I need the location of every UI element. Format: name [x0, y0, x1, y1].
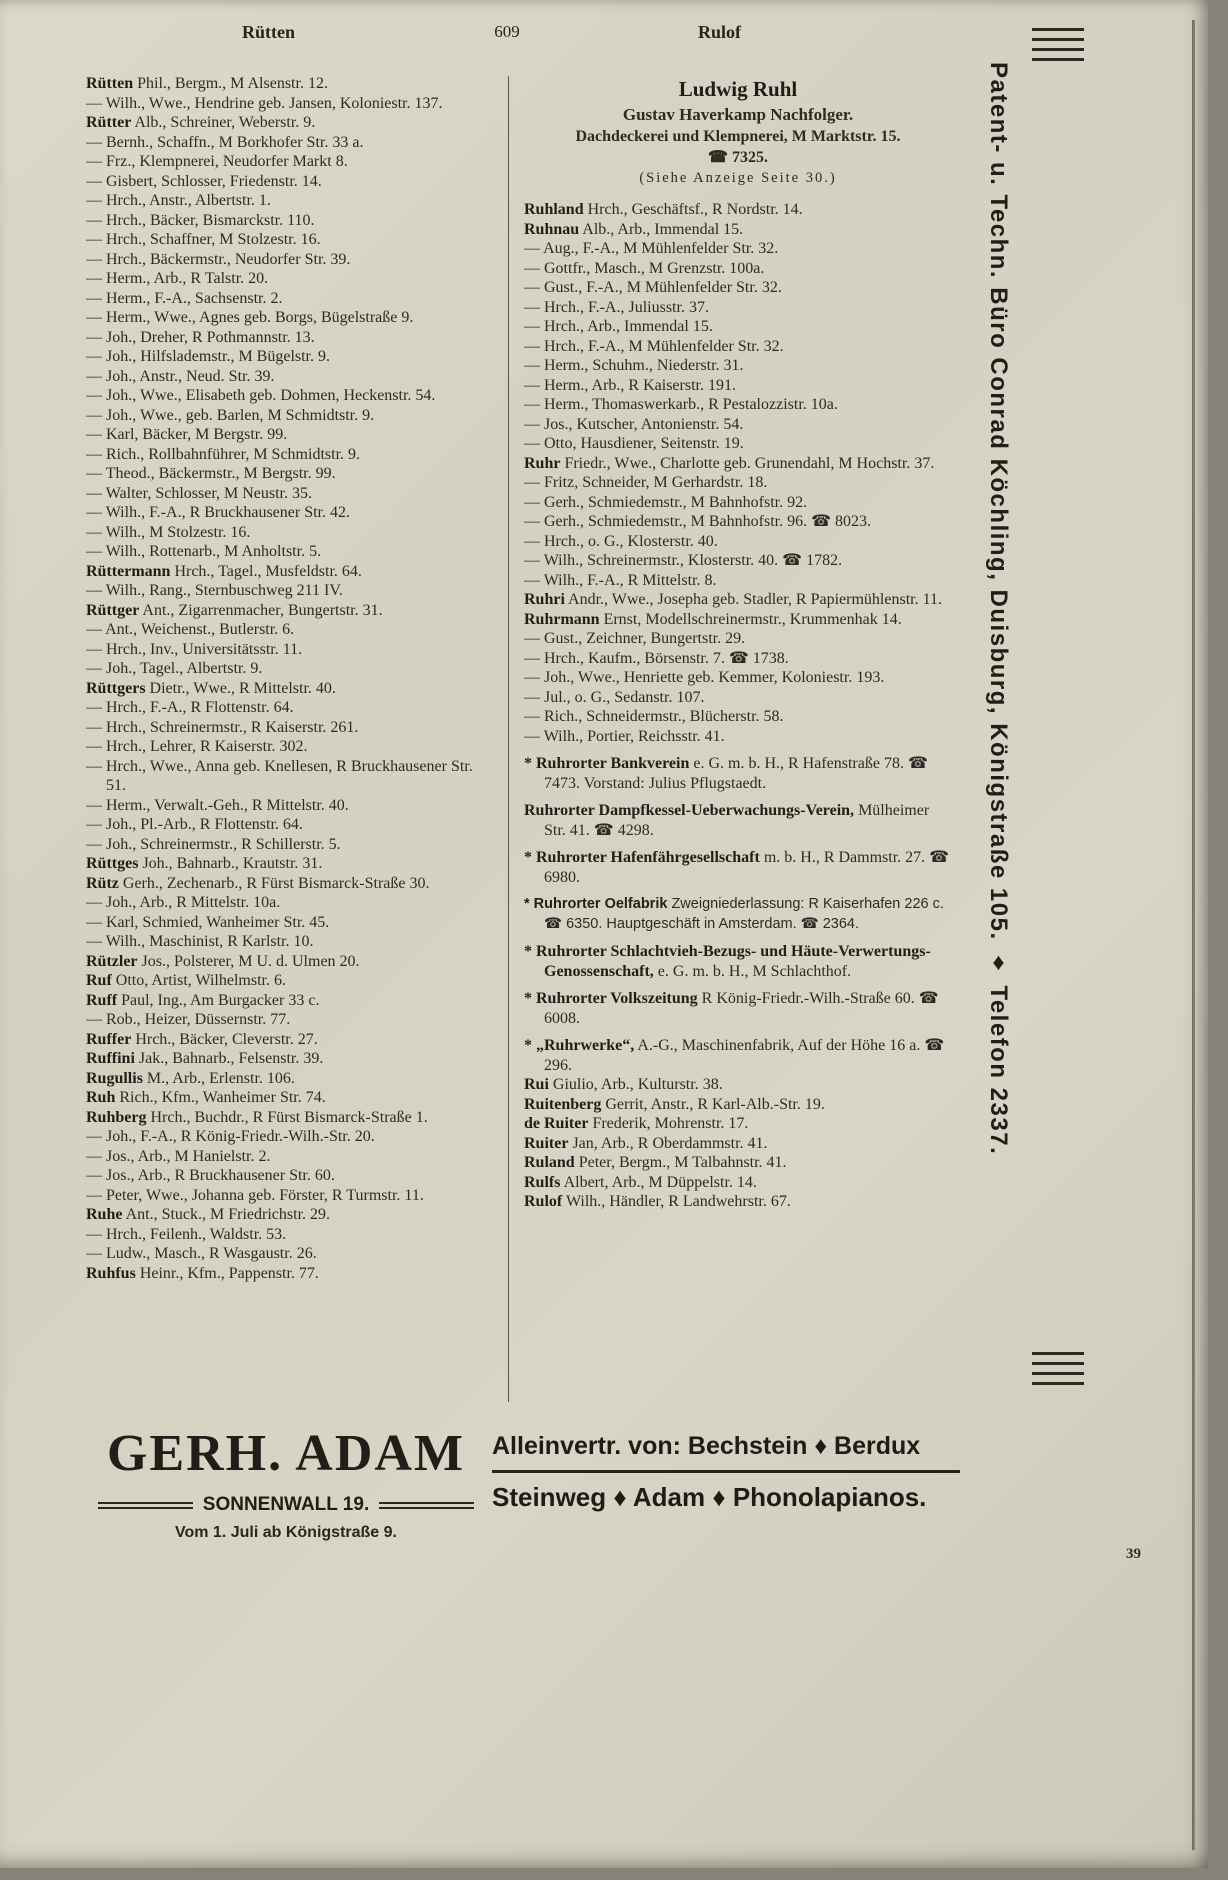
entry-surname: Rui [524, 1076, 549, 1093]
directory-entry [524, 610, 952, 630]
directory-entry [86, 737, 492, 757]
entry-details: Jan, Arb., R Oberdammstr. 41. [568, 1134, 768, 1152]
entry-details: — Hrch., F.-A., Juliusstr. 37. [524, 298, 709, 316]
entry-surname: Ruhri [524, 591, 565, 608]
directory-entry [524, 434, 952, 454]
entry-details: Jos., Polsterer, M U. d. Ulmen 20. [137, 952, 360, 970]
directory-entry [524, 551, 952, 571]
directory-entry [524, 1075, 952, 1095]
entry-surname: Ruhland [524, 201, 584, 218]
entry-details: — Hrch., Inv., Universitätsstr. 11. [86, 640, 303, 658]
entry-details: — Jul., o. G., Sedanstr. 107. [524, 688, 705, 706]
directory-entry [86, 854, 492, 874]
directory-entry [86, 1069, 492, 1089]
entry-surname: Rüttger [86, 601, 140, 619]
featured-name: Ludwig Ruhl [678, 77, 798, 101]
directory-entry [86, 94, 492, 114]
entry-details: — Joh., Schreinermstr., R Schillerstr. 5. [86, 835, 341, 853]
directory-entry [86, 542, 492, 562]
directory-entry [86, 406, 492, 426]
directory-entry [524, 754, 952, 793]
entry-surname: * Ruhrorter Schlachtvieh-Bezugs- und Häute-Verwertungs-Genossenschaft, [524, 943, 931, 980]
entry-details: — Joh., Dreher, R Pothmannstr. 13. [86, 328, 315, 346]
entry-details: Andr., Wwe., Josepha geb. Stadler, R Papiermühlenstr. 11. [564, 591, 942, 608]
featured-listing-ruhl [524, 76, 952, 188]
directory-entry [86, 289, 492, 309]
entry-details: — Herm., Wwe., Agnes geb. Borgs, Bügelstraße 9. [86, 309, 414, 326]
entry-details: Jak., Bahnarb., Felsenstr. 39. [134, 1050, 324, 1067]
entry-details: Hrch., Buchdr., R Fürst Bismarck-Straße 1. [146, 1108, 428, 1126]
entry-details: — Wilh., Rottenarb., M Anholtstr. 5. [86, 543, 322, 560]
directory-entry [524, 356, 952, 376]
directory-entry [524, 278, 952, 298]
entry-details: — Walter, Schlosser, M Neustr. 35. [86, 484, 312, 502]
directory-entry [524, 801, 952, 840]
directory-entry [524, 200, 952, 220]
page-number: 609 [494, 22, 520, 41]
directory-entry [524, 1173, 952, 1193]
footer-ad-dealer-line1: Alleinvertr. von: Bechstein ♦ Berdux [492, 1432, 921, 1460]
featured-successor: Gustav Haverkamp Nachfolger. [622, 105, 854, 124]
entry-details: — Gerh., Schmiedemstr., M Bahnhofstr. 92. [524, 493, 808, 511]
directory-entry [86, 620, 492, 640]
footer-ad-company: GERH. ADAM [107, 1425, 465, 1482]
entry-surname: Rütz [86, 874, 119, 892]
entry-details: — Joh., Hilfslademstr., M Bügelstr. 9. [86, 348, 330, 365]
entry-surname: Ruhrmann [524, 610, 600, 628]
entry-surname: * „Ruhrwerke“, [524, 1037, 635, 1054]
entry-details: Gerh., Zechenarb., R Fürst Bismarck-Straße 30. [118, 874, 430, 892]
directory-entry [524, 317, 952, 337]
entry-details: — Joh., Anstr., Neud. Str. 39. [86, 367, 275, 385]
directory-entry [524, 688, 952, 708]
margin-ad-top-rule [1032, 28, 1084, 62]
directory-entry [524, 473, 952, 493]
entry-details: m. b. H., R Dammstr. 27. ☎ 6980. [544, 849, 950, 886]
double-rule-right [379, 1502, 474, 1509]
entry-details: Peter, Bergm., M Talbahnstr. 41. [574, 1154, 787, 1171]
entry-details: — Jos., Kutscher, Antonienstr. 54. [524, 415, 744, 433]
entry-details: Heinr., Kfm., Pappenstr. 77. [135, 1264, 319, 1282]
entry-details: Rich., Kfm., Wanheimer Str. 74. [115, 1089, 326, 1106]
entry-surname: Rütten [86, 75, 134, 92]
directory-entry [524, 1134, 952, 1154]
entry-details: — Wilh., Rang., Sternbuschweg 211 IV. [86, 582, 343, 599]
entry-details: Hrch., Bäcker, Cleverstr. 27. [131, 1030, 318, 1048]
entry-details: Wilh., Händler, R Landwehrstr. 67. [562, 1193, 791, 1210]
directory-entry [86, 308, 492, 328]
directory-entry [86, 211, 492, 231]
entry-surname: Ruhrorter Dampfkessel-Ueberwachungs-Verein, [524, 802, 855, 819]
entry-details: — Hrch., F.-A., M Mühlenfelder Str. 32. [524, 337, 784, 355]
margin-ad-vertical-text: Patent- u. Techn. Büro Conrad Köchling, Duisburg, Königstraße 105. ♦ Telefon 2337. [985, 62, 1012, 1156]
entry-details: — Joh., Wwe., Elisabeth geb. Dohmen, Heckenstr. 54. [86, 387, 436, 404]
entry-surname: Ruhfus [86, 1264, 136, 1282]
directory-entry [524, 848, 952, 887]
directory-entry [86, 562, 492, 582]
entry-details: Otto, Artist, Wilhelmstr. 6. [111, 972, 286, 989]
directory-entry [86, 445, 492, 465]
entry-details: — Hrch., o. G., Klosterstr. 40. [524, 532, 718, 550]
entry-details: — Joh., Pl.-Arb., R Flottenstr. 64. [86, 816, 303, 833]
entry-details: — Hrch., Anstr., Albertstr. 1. [86, 192, 271, 209]
column-divider-rule [508, 76, 509, 1402]
entry-details: — Rich., Schneidermstr., Blücherstr. 58. [524, 708, 784, 725]
directory-entry [86, 250, 492, 270]
directory-column-left [86, 74, 492, 1410]
entry-details: Hrch., Geschäftsf., R Nordstr. 14. [583, 201, 803, 218]
directory-entry [86, 659, 492, 679]
entry-surname: Rüttermann [86, 562, 171, 580]
directory-entry [524, 454, 952, 474]
entry-details: — Otto, Hausdiener, Seitenstr. 19. [524, 435, 744, 452]
entry-details: Dietr., Wwe., R Mittelstr. 40. [145, 679, 336, 697]
entry-details: — Gust., F.-A., M Mühlenfelder Str. 32. [524, 279, 782, 296]
entry-details: — Jos., Arb., M Hanielstr. 2. [86, 1147, 271, 1165]
directory-entry [86, 1147, 492, 1167]
directory-entry [86, 1166, 492, 1186]
directory-entry [86, 893, 492, 913]
entry-details: Phil., Bergm., M Alsenstr. 12. [133, 75, 328, 92]
entry-details: e. G. m. b. H., R Hafenstraße 78. ☎ 7473. Vorstand: Julius Pflugstaedt. [544, 755, 928, 792]
directory-entry [524, 493, 952, 513]
entry-details: Paul, Ing., Am Burgacker 33 c. [117, 991, 320, 1009]
directory-entry [86, 74, 492, 94]
entry-surname: * Ruhrorter Bankverein [524, 755, 690, 772]
entry-details: — Wilh., M Stolzestr. 16. [86, 523, 251, 541]
directory-entry [86, 523, 492, 543]
directory-entry [86, 581, 492, 601]
directory-entry [524, 1114, 952, 1134]
directory-entry [524, 668, 952, 688]
directory-entry [524, 1192, 952, 1212]
directory-entry [86, 269, 492, 289]
directory-entry [86, 1088, 492, 1108]
directory-entry [86, 1264, 492, 1284]
entry-details: — Karl, Schmied, Wanheimer Str. 45. [86, 913, 330, 931]
margin-ad-bottom-rule [1032, 1352, 1084, 1386]
directory-entry [524, 1095, 952, 1115]
entry-details: — Hrch., Bäcker, Bismarckstr. 110. [86, 211, 315, 229]
entry-details: — Peter, Wwe., Johanna geb. Förster, R Turmstr. 11. [86, 1186, 424, 1204]
directory-entry [86, 971, 492, 991]
directory-entry [86, 1049, 492, 1069]
entry-details: — Hrch., Schreinermstr., R Kaiserstr. 261. [86, 718, 359, 736]
entry-details: Ant., Stuck., M Friedrichstr. 29. [122, 1206, 331, 1223]
entry-details: — Wilh., Portier, Reichsstr. 41. [524, 727, 725, 745]
directory-entry [86, 815, 492, 835]
entry-details: — Gisbert, Schlosser, Friedenstr. 14. [86, 172, 322, 190]
directory-entry [524, 571, 952, 591]
printers-signature: 39 [1126, 1546, 1141, 1562]
entry-surname: * Ruhrorter Oelfabrik [524, 896, 668, 912]
directory-entry [524, 298, 952, 318]
entry-details: — Hrch., Bäckermstr., Neudorfer Str. 39. [86, 250, 351, 268]
directory-entry [524, 727, 952, 747]
page-edge-binding [1192, 20, 1195, 1850]
entry-details: — Hrch., Lehrer, R Kaiserstr. 302. [86, 738, 308, 755]
entry-surname: Rugullis [86, 1069, 143, 1087]
entry-details: e. G. m. b. H., M Schlachthof. [653, 962, 852, 980]
directory-column-right [524, 74, 952, 1410]
entry-details: — Jos., Arb., R Bruckhausener Str. 60. [86, 1167, 335, 1184]
directory-entry [86, 1010, 492, 1030]
directory-entry [86, 913, 492, 933]
entry-details: Joh., Bahnarb., Krautstr. 31. [138, 855, 323, 872]
entry-surname: Rüttgers [86, 679, 146, 697]
entry-details: — Joh., Wwe., Henriette geb. Kemmer, Koloniestr. 193. [524, 669, 885, 686]
directory-entry [86, 601, 492, 621]
directory-entry [86, 386, 492, 406]
directory-entry [86, 113, 492, 133]
entry-details: — Herm., Thomaswerkarb., R Pestalozzistr. 10a. [524, 396, 838, 413]
directory-entry [524, 337, 952, 357]
entry-surname: Ruiter [524, 1134, 569, 1152]
entry-details: — Hrch., Arb., Immendal 15. [524, 318, 713, 335]
featured-phone-number: 7325. [731, 149, 768, 166]
directory-entry [86, 952, 492, 972]
directory-entry [86, 1205, 492, 1225]
directory-entry [524, 1153, 952, 1173]
entry-details: Gerrit, Anstr., R Karl-Alb.-Str. 19. [601, 1095, 825, 1113]
directory-entry [86, 464, 492, 484]
entry-details: — Gust., Zeichner, Bungertstr. 29. [524, 630, 746, 647]
directory-entry [86, 640, 492, 660]
running-head-left-keyword: Rütten [242, 22, 295, 42]
entry-details: Ant., Zigarrenmacher, Bungertstr. 31. [139, 601, 383, 619]
entry-details: — Herm., Schuhm., Niederstr. 31. [524, 357, 744, 374]
entry-surname: Ruff [86, 991, 118, 1009]
directory-entry [524, 590, 952, 610]
entry-details: — Joh., Wwe., geb. Barlen, M Schmidtstr. 9. [86, 406, 375, 424]
directory-entry [524, 259, 952, 279]
directory-entry [86, 874, 492, 894]
entry-surname: * Ruhrorter Volkszeitung [524, 990, 698, 1007]
directory-entry [524, 989, 952, 1028]
directory-entry [86, 133, 492, 153]
entry-details: — Hrch., Schaffner, M Stolzestr. 16. [86, 231, 321, 248]
entry-details: Friedr., Wwe., Charlotte geb. Grunendahl, M Hochstr. 37. [560, 454, 935, 472]
directory-entry [524, 512, 952, 532]
entry-surname: Ruffini [86, 1050, 135, 1067]
entry-surname: Ruffer [86, 1030, 132, 1048]
directory-entry [86, 757, 492, 796]
directory-entry [86, 1127, 492, 1147]
directory-entry [86, 1030, 492, 1050]
directory-entry [86, 1244, 492, 1264]
entry-details: — Joh., F.-A., R König-Friedr.-Wilh.-Str. 20. [86, 1128, 375, 1145]
entry-details: — Herm., Arb., R Talstr. 20. [86, 270, 269, 287]
entry-surname: Rütter [86, 114, 132, 131]
entry-surname: Ruland [524, 1154, 575, 1171]
entry-details: — Wilh., F.-A., R Mittelstr. 8. [524, 571, 717, 589]
directory-entry [524, 1036, 952, 1075]
entry-surname: Ruhberg [86, 1108, 147, 1126]
directory-entry [86, 835, 492, 855]
right-entries-list [524, 200, 952, 1212]
double-rule-left [98, 1502, 193, 1509]
entry-details: Frederik, Mohrenstr. 17. [588, 1115, 749, 1132]
entry-details: — Bernh., Schaffn., M Borkhofer Str. 33 a. [86, 133, 364, 151]
entry-details: — Herm., F.-A., Sachsenstr. 2. [86, 289, 283, 307]
running-head-right-keyword: Rulof [698, 22, 742, 42]
footer-ad-address: SONNENWALL 19. [202, 1494, 370, 1515]
entry-details: Mülheimer Str. 41. ☎ 4298. [544, 802, 930, 839]
directory-entry [524, 395, 952, 415]
directory-entry [86, 932, 492, 952]
entry-details: — Rob., Heizer, Düssernstr. 77. [86, 1011, 291, 1028]
entry-surname: * Ruhrorter Hafenfährgesellschaft [524, 849, 760, 866]
directory-entry [86, 425, 492, 445]
directory-entry [86, 191, 492, 211]
footer-ad-dealer-rule [492, 1470, 960, 1473]
entry-details: — Hrch., F.-A., R Flottenstr. 64. [86, 699, 294, 716]
entry-details: — Hrch., Kaufm., Börsenstr. 7. ☎ 1738. [524, 649, 789, 667]
entry-surname: Ruhr [524, 454, 561, 472]
directory-entry [86, 503, 492, 523]
directory-entry [86, 328, 492, 348]
entry-details: — Gottfr., Masch., M Grenzstr. 100a. [524, 259, 765, 277]
directory-entry [86, 367, 492, 387]
directory-entry [524, 415, 952, 435]
entry-details: — Joh., Arb., R Mittelstr. 10a. [86, 894, 281, 911]
entry-details: A.-G., Maschinenfabrik, Auf der Höhe 16 a. ☎ 296. [544, 1037, 945, 1074]
directory-entry [86, 484, 492, 504]
entry-details: — Wilh., Wwe., Hendrine geb. Jansen, Koloniestr. 137. [86, 94, 443, 112]
entry-details: — Wilh., Maschinist, R Karlstr. 10. [86, 933, 314, 950]
directory-entry [524, 629, 952, 649]
entry-details: Zweigniederlassung: R Kaiserhafen 226 c. ☎ 6350. Hauptgeschäft in Amsterdam. ☎ 2364. [544, 896, 944, 932]
entry-details: — Frz., Klempnerei, Neudorfer Markt 8. [86, 153, 348, 170]
entry-details: — Hrch., Feilenh., Waldstr. 53. [86, 1225, 287, 1243]
directory-entry [86, 1186, 492, 1206]
entry-details: — Herm., Verwalt.-Geh., R Mittelstr. 40. [86, 796, 349, 814]
directory-entry [86, 230, 492, 250]
entry-surname: de Ruiter [524, 1115, 589, 1132]
entry-details: Alb., Arb., Immendal 15. [579, 220, 744, 238]
directory-entry [524, 707, 952, 727]
entry-surname: Ruf [86, 972, 112, 989]
directory-entry [86, 172, 492, 192]
featured-phone [524, 147, 952, 168]
entry-details: Hrch., Tagel., Musfeldstr. 64. [170, 562, 362, 580]
entry-details: — Aug., F.-A., M Mühlenfelder Str. 32. [524, 240, 779, 257]
entry-details: Albert, Arb., M Düppelstr. 14. [560, 1173, 757, 1191]
entry-surname: Ruhnau [524, 220, 580, 238]
entry-details: M., Arb., Erlenstr. 106. [142, 1069, 295, 1087]
entry-details: — Ludw., Masch., R Wasgaustr. 26. [86, 1245, 317, 1262]
entry-details: — Wilh., F.-A., R Bruckhausener Str. 42. [86, 504, 350, 521]
directory-entry [524, 532, 952, 552]
directory-entry [86, 718, 492, 738]
entry-details: — Joh., Tagel., Albertstr. 9. [86, 660, 263, 677]
directory-entry [86, 152, 492, 172]
entry-surname: Ruhe [86, 1206, 123, 1223]
entry-details: — Gerh., Schmiedemstr., M Bahnhofstr. 96. ☎ 8023. [524, 513, 872, 530]
footer-ad-dealer-line2: Steinweg ♦ Adam ♦ Phonolapianos. [492, 1482, 927, 1512]
entry-details: R König-Friedr.-Wilh.-Straße 60. ☎ 6008. [544, 990, 939, 1027]
entry-details: — Wilh., Schreinermstr., Klosterstr. 40. ☎ 1782. [524, 552, 843, 569]
entry-surname: Ruitenberg [524, 1095, 602, 1113]
directory-entry [86, 991, 492, 1011]
directory-entry [524, 376, 952, 396]
entry-details: — Hrch., Wwe., Anna geb. Knellesen, R Bruckhausener Str. 51. [86, 757, 473, 794]
directory-entry [524, 220, 952, 240]
phone-icon: ☎ [708, 149, 728, 166]
directory-entry [524, 895, 952, 934]
entry-details: — Ant., Weichenst., Butlerstr. 6. [86, 621, 295, 638]
entry-details: Ernst, Modellschreinermstr., Krummenhak 14. [599, 610, 902, 628]
directory-entry [86, 1108, 492, 1128]
entry-details: — Rich., Rollbahnführer, M Schmidtstr. 9. [86, 445, 361, 463]
directory-entry [86, 347, 492, 367]
featured-see-note: (Siehe Anzeige Seite 30.) [639, 170, 837, 186]
entry-surname: Ruh [86, 1089, 116, 1106]
entry-details: Giulio, Arb., Kulturstr. 38. [548, 1076, 723, 1093]
entry-surname: Rulfs [524, 1173, 561, 1191]
entry-details: — Theod., Bäckermstr., M Bergstr. 99. [86, 465, 336, 482]
directory-entry [86, 679, 492, 699]
directory-entry [86, 796, 492, 816]
footer-ad-address-row [98, 1494, 474, 1516]
entry-details: — Karl, Bäcker, M Bergstr. 99. [86, 426, 288, 443]
entry-surname: Rulof [524, 1193, 563, 1210]
entry-details: Alb., Schreiner, Weberstr. 9. [131, 114, 316, 131]
entry-surname: Rüttges [86, 855, 139, 872]
entry-surname: Rützler [86, 952, 138, 970]
entry-details: — Herm., Arb., R Kaiserstr. 191. [524, 376, 736, 394]
directory-entry [524, 239, 952, 259]
footer-ad-note: Vom 1. Juli ab Königstraße 9. [175, 1524, 397, 1541]
directory-entry [524, 649, 952, 669]
entry-details: — Fritz, Schneider, M Gerhardstr. 18. [524, 474, 768, 491]
directory-entry [86, 698, 492, 718]
featured-trade: Dachdeckerei und Klempnerei, M Marktstr. 15. [575, 128, 901, 145]
directory-entry [524, 942, 952, 981]
directory-entry [86, 1225, 492, 1245]
